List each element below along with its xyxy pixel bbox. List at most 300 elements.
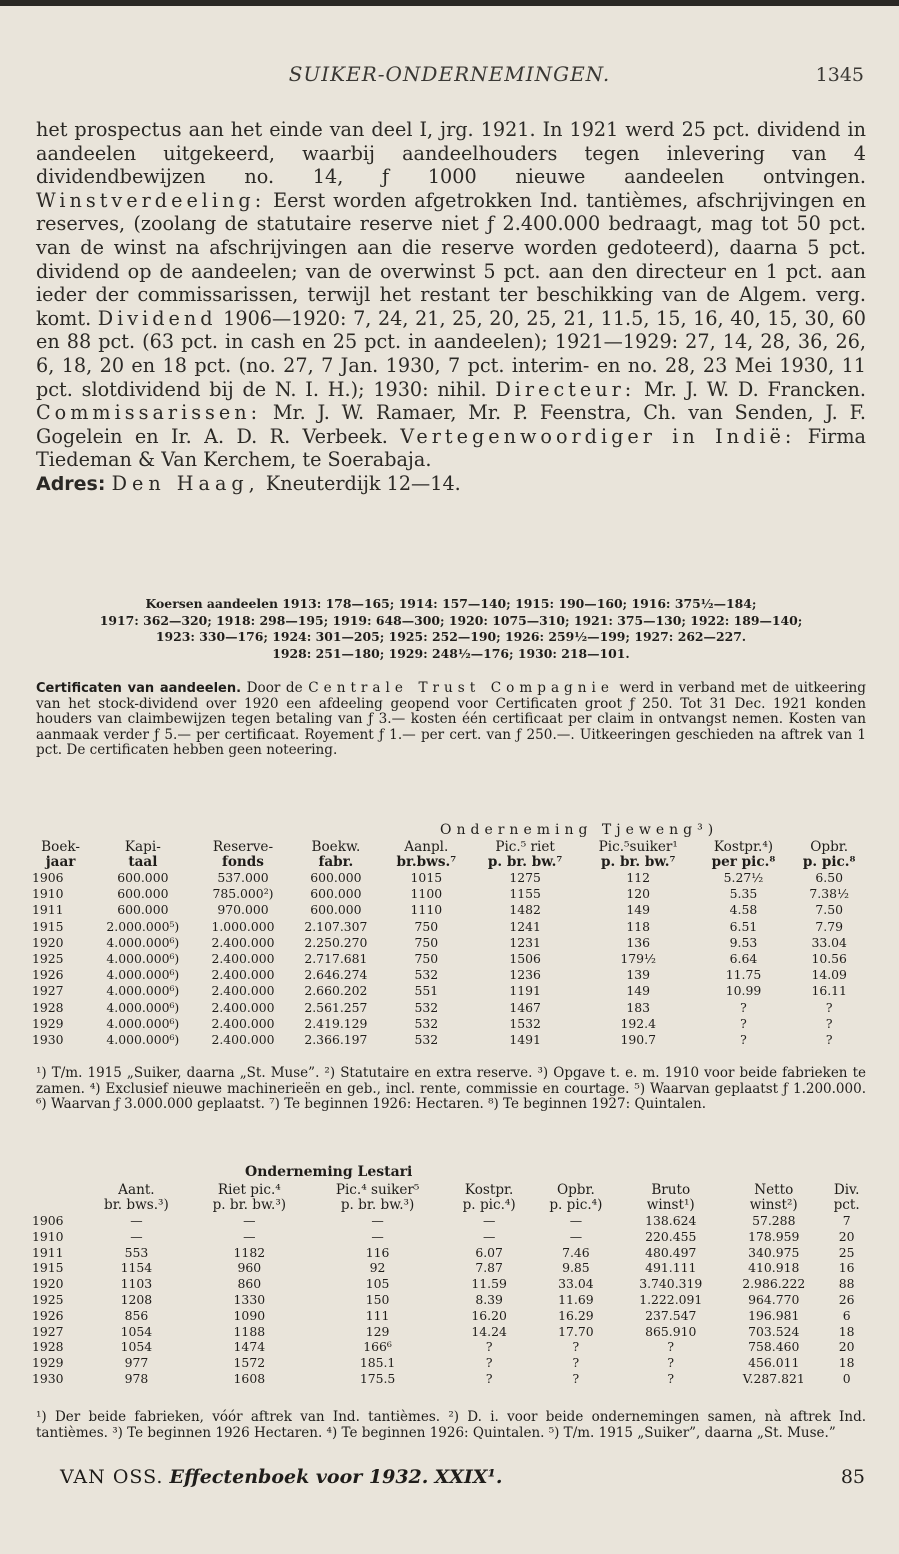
table-cell: 1491 [509, 1032, 541, 1048]
table-cell: 1928 [32, 999, 64, 1015]
table-cell: 1482 [509, 902, 541, 918]
commissarissen-text: Mr. J. W. Ramaer, Mr. P. Feenstra, Ch. van Senden, J. F. Gogelein en Ir. A. D. R. Verbeek. [36, 401, 866, 448]
table-cell: 1906 [32, 1213, 64, 1228]
table-cell: 1110 [410, 902, 443, 918]
table-cell: 1929 [32, 1015, 64, 1031]
table-row [32, 983, 868, 999]
table-cell: 1915 [32, 1260, 64, 1276]
table-cell: 1927 [32, 1323, 64, 1339]
column-header: Kostpr. [464, 1182, 514, 1198]
table-cell: ? [572, 1355, 580, 1371]
publisher: VAN OSS. [60, 1466, 164, 1488]
table-cell: 6.07 [475, 1244, 503, 1260]
table-cell: 1.222.091 [639, 1291, 703, 1307]
table-cell: 2.400.000 [211, 967, 275, 983]
table-cell: 532 [414, 999, 439, 1015]
directeur-text: Mr. J. W. D. Francken. [644, 377, 866, 401]
table-cell: — [482, 1228, 496, 1244]
table-cell: ? [572, 1370, 580, 1386]
table-cell: 340.975 [748, 1244, 800, 1260]
table-cell: 129 [365, 1323, 390, 1339]
table-cell: 600.000 [310, 886, 362, 902]
column-header: fonds [222, 854, 264, 870]
table-cell: 149 [626, 902, 651, 918]
table-cell: 6.50 [815, 870, 843, 885]
column-header: p. pic.⁴) [549, 1197, 603, 1213]
table-row [32, 1371, 868, 1387]
table-cell: — [243, 1228, 256, 1244]
table-cell: 1191 [509, 983, 541, 999]
table-cell: 4.000.000⁶) [106, 967, 180, 983]
table-cell: 175.5 [359, 1370, 396, 1386]
table-cell: 1015 [410, 870, 443, 885]
table-cell: 26 [838, 1291, 855, 1307]
table-cell: 4.58 [729, 902, 758, 918]
table-cell: 9.53 [729, 934, 758, 950]
table-cell: 7.50 [815, 902, 843, 918]
table-cell: 1532 [509, 1015, 541, 1031]
running-title: SUIKER-ONDERNEMINGEN. [288, 62, 611, 86]
table-cell: 1930 [32, 1370, 64, 1386]
table1-footnotes: ¹) T/m. 1915 „Suiker, daarna „St. Muse”. ²) Statutaire en extra reserve. ³) Opgave t. e. m. 1910 voor beide fabrieken te zamen. ⁴) Exclusief nieuwe machinerieën en geb., incl. rente, commissie en courtage. ⁵) Waarvan geplaatst ƒ 1.200.000. ⁶) Waarvan ƒ 3.000.000 geplaatst. ⁷) Te beginnen 1926: Hectaren. ⁸) Te beginnen 1927: Quintalen. [36, 1065, 866, 1112]
table-row [32, 1000, 868, 1016]
winstverdeeling-text: Eerst worden afgetrokken Ind. tantièmes, afschrijvingen en reserves, (zoolang de statutaire reserve niet ƒ 2.400.000 bedraagt, mag tot 50 pct. van de winst na afschrijvingen aan die reserve worden gedoteerd), daarna 5 pct. dividend op de aandeelen; van de overwinst 5 pct. aan den directeur en 1 pct. aan ieder der commissarissen, terwijl het restant ter beschikking van de Algem. verg. komt. [36, 188, 866, 330]
table-cell: 7.87 [475, 1260, 503, 1276]
table-cell: ? [667, 1355, 675, 1371]
table-cell: ? [485, 1339, 493, 1355]
table-cell: ? [740, 1015, 747, 1031]
table-cell: 1911 [32, 902, 64, 918]
table-cell: 33.04 [558, 1276, 594, 1292]
table-cell: 179½ [620, 951, 657, 967]
table-cell: 183 [626, 999, 651, 1015]
table-cell: 2.986.222 [742, 1276, 806, 1292]
table-cell: 600.000 [117, 902, 169, 918]
page-footer [60, 1466, 865, 1488]
table-row [32, 967, 868, 983]
tjeweng-table [32, 840, 868, 1048]
column-header: jaar [45, 854, 76, 870]
table-cell: 1100 [410, 886, 443, 902]
table-cell: 1155 [509, 886, 541, 902]
column-header: Opbr. [556, 1182, 595, 1198]
table-row [32, 1324, 868, 1340]
dividend-label: Dividend [97, 306, 217, 330]
column-header: Aanpl. [404, 839, 449, 855]
table-cell: 1920 [32, 934, 64, 950]
table-cell: 2.400.000 [211, 934, 275, 950]
table-cell: 1208 [120, 1291, 153, 1307]
table-cell: 960 [237, 1260, 262, 1276]
table-row [32, 935, 868, 951]
table-cell: 2.400.000 [211, 1015, 275, 1031]
table-row [32, 919, 868, 935]
table-cell: 92 [369, 1260, 386, 1276]
table-cell: 491.111 [645, 1260, 697, 1276]
column-header: p. br. bw.³) [340, 1197, 415, 1213]
adres-city: Den Haag, [111, 471, 260, 495]
table-cell: 139 [626, 967, 651, 983]
table-row [32, 1245, 868, 1261]
table-cell: 11.59 [471, 1276, 507, 1292]
table-cell: 237.547 [645, 1307, 697, 1323]
table-cell: 18 [838, 1323, 855, 1339]
commissarissen-label: Commissarissen: [36, 401, 262, 425]
table-cell: 149 [626, 983, 651, 999]
table-cell: 1928 [32, 1339, 64, 1355]
column-header: Netto [754, 1182, 794, 1198]
table-cell: — [243, 1213, 256, 1228]
table-cell: 166⁶ [363, 1339, 392, 1355]
table-row [32, 1229, 868, 1245]
certificaten-block [36, 681, 866, 759]
table-cell: 537.000 [217, 870, 269, 885]
table-cell: 1572 [233, 1355, 266, 1371]
table-cell: 16.11 [811, 983, 847, 999]
table-cell: ? [667, 1339, 675, 1355]
table-cell: ? [740, 999, 747, 1015]
column-header: Pic.⁴ suiker⁵ [335, 1182, 420, 1198]
table-cell: 1506 [509, 951, 541, 967]
column-header: per pic.⁸ [711, 854, 776, 870]
column-header: p. br. bw.⁷ [601, 854, 676, 870]
column-header: Reserve- [212, 839, 274, 855]
koersen-line: 1928: 251—180; 1929: 248½—176; 1930: 218—101. [272, 645, 630, 661]
table-cell: ? [485, 1370, 493, 1386]
table-cell: 551 [414, 983, 439, 999]
koersen-line: 1917: 362—320; 1918: 298—195; 1919: 648—300; 1920: 1075—310; 1921: 375—130; 1922: 189—140; [99, 612, 803, 628]
table-cell: ? [825, 1015, 833, 1031]
table-cell: 20 [838, 1228, 855, 1244]
table-cell: 14.24 [471, 1323, 507, 1339]
table-cell: 1236 [509, 967, 541, 983]
table-cell: 16.20 [471, 1307, 507, 1323]
table2-footnotes: ¹) Der beide fabrieken, vóór aftrek van Ind. tantièmes. ²) D. i. voor beide ondernemingen samen, nà aftrek Ind. tantièmes. ³) Te beginnen 1926 Hectaren. ⁴) Te beginnen 1926: Quintalen. ⁵) T/m. 1915 „Suiker”, daarna „St. Muse.” [36, 1409, 866, 1441]
column-header: taal [128, 854, 158, 870]
table-cell: 18 [838, 1355, 855, 1371]
table-cell: 2.660.202 [304, 983, 368, 999]
table-cell: 1906 [32, 870, 64, 885]
table-cell: 220.455 [645, 1228, 697, 1244]
column-header [32, 1198, 84, 1213]
table-cell: — [371, 1228, 384, 1244]
table-cell: 111 [365, 1307, 390, 1323]
table-cell: 2.107.307 [304, 918, 368, 934]
table-cell: ? [485, 1355, 493, 1371]
table-cell: — [569, 1213, 583, 1228]
dividend-text: 1906—1920: 7, 24, 21, 25, 20, 25, 21, 11.5, 15, 16, 40, 15, 30, 60 en 88 pct. (63 pct. in cash en 25 pct. in aandeelen); 1921—1929: 27, 14, 28, 36, 26, 6, 18, 20 en 18 pct. (no. 27, 7 Jan. 1930, 7 pct. interim- en no. 28, 23 Mei 1930, 11 pct. slotdividend bij de N. I. H.); 1930: nihil. [36, 306, 866, 401]
table-cell: 2.400.000 [211, 999, 275, 1015]
vertegenwoordiger-text: Firma Tiedeman & Van Kerchem, te Soerabaja. [36, 424, 866, 472]
table-cell: 532 [414, 967, 439, 983]
page-number: 1345 [815, 64, 864, 86]
column-header: Pic.⁵suiker¹ [598, 839, 678, 855]
table-row [32, 951, 868, 967]
column-header: fabr. [318, 854, 354, 870]
table-cell: 600.000 [117, 870, 169, 885]
column-header: br.bws.⁷ [396, 854, 457, 870]
table-cell: — [371, 1213, 384, 1228]
table-cell: 7.46 [562, 1244, 590, 1260]
column-header: pct. [833, 1197, 860, 1213]
table-cell: 11.69 [558, 1291, 594, 1307]
trust-name: Centrale Trust Compagnie [308, 680, 614, 696]
table-cell: 2.400.000 [211, 951, 275, 967]
table-cell: 4.000.000⁶) [106, 1032, 180, 1048]
certificaten-text-b: werd in verband met de uitkeering van het stock-dividend over 1920 een afdeeling geopend voor Certificaten groot ƒ 250. Tot 31 Dec. 1921 konden houders van claimbewijzen tegen betaling van ƒ 3.— kosten één certificaat per claim in ontvangst nemen. Kosten van aanmaak verder ƒ 5.— per certificaat. Royement ƒ 1.— per cert. van ƒ 250.—. Uitkeeringen geschieden na aftrek van 1 pct. De certificaten hebben geen noteering. [36, 680, 867, 758]
table-cell: — [130, 1213, 143, 1228]
table-row [32, 1213, 868, 1229]
table-cell: 33.04 [811, 934, 847, 950]
table-cell: 11.75 [725, 967, 762, 983]
table-cell: 553 [124, 1244, 149, 1260]
page-header [0, 62, 899, 92]
table-cell: V.287.821 [742, 1370, 805, 1386]
table-cell: 16.29 [558, 1307, 594, 1323]
column-header: p. br. bw.³) [212, 1197, 287, 1213]
column-header: Boek- [41, 839, 80, 855]
column-header: p. br. bw.⁷ [487, 854, 563, 870]
table-cell: 1231 [509, 934, 541, 950]
table-cell: 750 [414, 934, 439, 950]
table-cell: 4.000.000⁶) [106, 1015, 180, 1031]
table-cell: 1915 [32, 918, 64, 934]
column-header: p. pic.⁸ [802, 854, 856, 870]
table-cell: 2.419.129 [304, 1015, 368, 1031]
table-cell: 1054 [120, 1339, 153, 1355]
adres-street: Kneuterdijk 12—14. [265, 471, 461, 495]
table-cell: ? [825, 1032, 833, 1048]
company-description [36, 118, 866, 497]
table-cell: 703.524 [748, 1323, 800, 1339]
table-cell: 118 [626, 918, 651, 934]
certificaten-text-a: Door de [246, 680, 303, 696]
table-cell: ? [825, 999, 833, 1015]
table-cell: 7 [842, 1213, 851, 1228]
column-header: winst¹) [646, 1197, 695, 1213]
table-cell: 856 [124, 1307, 149, 1323]
table-cell: 6.51 [729, 918, 758, 934]
table-row [32, 870, 868, 886]
table-cell: 1474 [233, 1339, 266, 1355]
table-cell: 7.79 [815, 918, 843, 934]
table-cell: 4.000.000⁶) [106, 951, 180, 967]
column-header: Kostpr.⁴) [713, 839, 774, 855]
table-cell: ? [572, 1339, 580, 1355]
table-cell: 1154 [120, 1260, 153, 1276]
table-cell: 1925 [32, 1291, 64, 1307]
koersen-block [36, 596, 866, 662]
directeur-label: Directeur: [495, 377, 636, 401]
volume: XXIX¹. [434, 1466, 503, 1488]
table-cell: 1930 [32, 1032, 64, 1048]
table-cell: 16 [838, 1260, 855, 1276]
table-cell: 1241 [509, 918, 541, 934]
table-cell: 860 [237, 1276, 262, 1292]
table-cell: 410.918 [748, 1260, 800, 1276]
table-header-row [32, 855, 868, 870]
table-cell: 10.99 [725, 983, 762, 999]
certificaten-heading: Certificaten van aandeelen. [36, 681, 242, 696]
table-cell: 785.000²) [212, 886, 274, 902]
table-cell: 758.460 [748, 1339, 800, 1355]
column-header: Riet pic.⁴ [217, 1182, 281, 1198]
table-header-row [32, 1198, 868, 1213]
table-cell: 88 [838, 1276, 855, 1292]
column-header [32, 1183, 84, 1198]
table-cell: 116 [365, 1244, 390, 1260]
table-cell: 1911 [32, 1244, 64, 1260]
table-cell: 5.27½ [723, 870, 764, 885]
koersen-line: Koersen aandeelen 1913: 178—165; 1914: 157—140; 1915: 190—160; 1916: 375½—184; [145, 596, 757, 611]
column-header: Pic.⁵ riet [495, 839, 555, 855]
table-header-row [32, 1183, 868, 1198]
table-cell: 0 [842, 1370, 851, 1386]
table-cell: 1926 [32, 1307, 64, 1323]
column-header: Opbr. [810, 839, 849, 855]
book-title: Effectenboek voor 1932. [169, 1466, 429, 1488]
column-header: winst²) [749, 1197, 798, 1213]
table-cell: 970.000 [217, 902, 269, 918]
table-cell: 10.56 [811, 951, 847, 967]
winstverdeeling-label: Winstverdeeling: [36, 188, 266, 212]
table-row [32, 1016, 868, 1032]
table-row [32, 1355, 868, 1371]
table-row [32, 902, 868, 918]
table-cell: 1467 [509, 999, 541, 1015]
table-cell: 865.910 [645, 1323, 697, 1339]
table-row [32, 1292, 868, 1308]
table-cell: 1608 [233, 1370, 266, 1386]
table2-title: Onderneming Lestari [245, 1164, 413, 1180]
table-cell: 6.64 [729, 951, 758, 967]
table-cell: 964.770 [748, 1291, 800, 1307]
table-cell: 2.717.681 [304, 951, 368, 967]
table1-title: Onderneming Tjeweng³) [440, 822, 719, 838]
table-cell: ? [740, 1032, 747, 1048]
table-cell: — [482, 1213, 496, 1228]
table-cell: 750 [414, 951, 439, 967]
column-header: Aant. [118, 1182, 155, 1198]
column-header: Bruto [651, 1182, 691, 1198]
table-cell: 17.70 [558, 1323, 594, 1339]
table-cell: 112 [626, 870, 651, 885]
column-header: p. pic.⁴) [462, 1197, 516, 1213]
table-cell: 1054 [120, 1323, 153, 1339]
table-cell: 2.400.000 [211, 983, 275, 999]
table-cell: 750 [414, 918, 439, 934]
table-cell: 185.1 [359, 1355, 396, 1371]
table-header-row [32, 840, 868, 855]
table-cell: 1927 [32, 983, 64, 999]
table-cell: 57.288 [752, 1213, 796, 1228]
column-header: Div. [833, 1182, 860, 1198]
table-row [32, 1276, 868, 1292]
table-cell: 977 [124, 1355, 149, 1371]
table-cell: 480.497 [645, 1244, 697, 1260]
table-cell: 4.000.000⁶) [106, 934, 180, 950]
koersen-line: 1923: 330—176; 1924: 301—205; 1925: 252—190; 1926: 259½—199; 1927: 262—227. [155, 629, 747, 644]
table-cell: 2.000.000⁵) [106, 918, 180, 934]
adres-label: Adres: [36, 472, 106, 495]
lestari-table [32, 1183, 868, 1387]
signature-mark: 85 [840, 1466, 865, 1488]
table-cell: 120 [626, 886, 651, 902]
table-cell: 2.366.197 [304, 1032, 368, 1048]
table-cell: 8.39 [475, 1291, 503, 1307]
table-cell: 1910 [32, 1228, 64, 1244]
table-cell: 3.740.319 [639, 1276, 703, 1292]
table-cell: 1330 [233, 1291, 266, 1307]
table-cell: 1275 [509, 870, 541, 885]
table-cell: 1920 [32, 1276, 64, 1292]
prospectus-text: het prospectus aan het einde van deel I, jrg. 1921. In 1921 werd 25 pct. dividend in aandeelen uitgekeerd, waarbij aandeelhouders tegen inlevering van 4 dividendbewijzen no. 14, ƒ 1000 nieuwe aandeelen ontvingen. [36, 118, 866, 189]
table-cell: ? [667, 1370, 675, 1386]
table-cell: 600.000 [117, 886, 169, 902]
table-cell: 178.959 [748, 1228, 800, 1244]
table-cell: 1910 [32, 886, 64, 902]
column-header: Boekw. [311, 839, 361, 855]
table-cell: 105 [365, 1276, 390, 1292]
column-header: Kapi- [124, 839, 161, 855]
table-cell: 532 [414, 1032, 439, 1048]
table-row [32, 886, 868, 902]
table-cell: 600.000 [310, 902, 362, 918]
table-row [32, 1032, 868, 1048]
table-cell: 1926 [32, 967, 64, 983]
table-cell: 14.09 [811, 967, 847, 983]
column-header: br. bws.³) [104, 1197, 169, 1213]
table-cell: 1929 [32, 1355, 64, 1371]
table-cell: 138.624 [645, 1213, 697, 1228]
table-cell: 25 [838, 1244, 855, 1260]
table-cell: 1188 [233, 1323, 266, 1339]
page-top-edge [0, 0, 899, 6]
table-cell: 190.7 [620, 1032, 656, 1048]
table-cell: 196.981 [748, 1307, 800, 1323]
table-cell: 20 [838, 1339, 855, 1355]
table-cell: 2.250.270 [304, 934, 368, 950]
table-cell: 150 [365, 1291, 390, 1307]
table-cell: 532 [414, 1015, 439, 1031]
table-cell: 136 [626, 934, 651, 950]
table-cell: 4.000.000⁶) [106, 983, 180, 999]
table-cell: 456.011 [748, 1355, 800, 1371]
table-cell: 1.000.000 [211, 918, 275, 934]
table-cell: 2.400.000 [211, 1032, 275, 1048]
table-cell: 1182 [233, 1244, 266, 1260]
table-cell: 2.646.274 [304, 967, 368, 983]
table-cell: 1103 [120, 1276, 153, 1292]
table-cell: 600.000 [310, 870, 362, 885]
table-cell: — [130, 1228, 143, 1244]
table-cell: 1090 [233, 1307, 266, 1323]
table-cell: 7.38½ [809, 886, 849, 902]
table-row [32, 1260, 868, 1276]
table-cell: 2.561.257 [304, 999, 368, 1015]
table-cell: 192.4 [620, 1015, 656, 1031]
table-cell: 1925 [32, 951, 64, 967]
table-row [32, 1339, 868, 1355]
table-cell: 4.000.000⁶) [106, 999, 180, 1015]
table-cell: 978 [124, 1370, 149, 1386]
table-cell: — [569, 1228, 583, 1244]
table-cell: 9.85 [562, 1260, 590, 1276]
vertegenwoordiger-label: Vertegenwoordiger in Indië: [400, 424, 796, 448]
table-cell: 6 [842, 1307, 851, 1323]
table-row [32, 1308, 868, 1324]
table-cell: 5.35 [729, 886, 758, 902]
